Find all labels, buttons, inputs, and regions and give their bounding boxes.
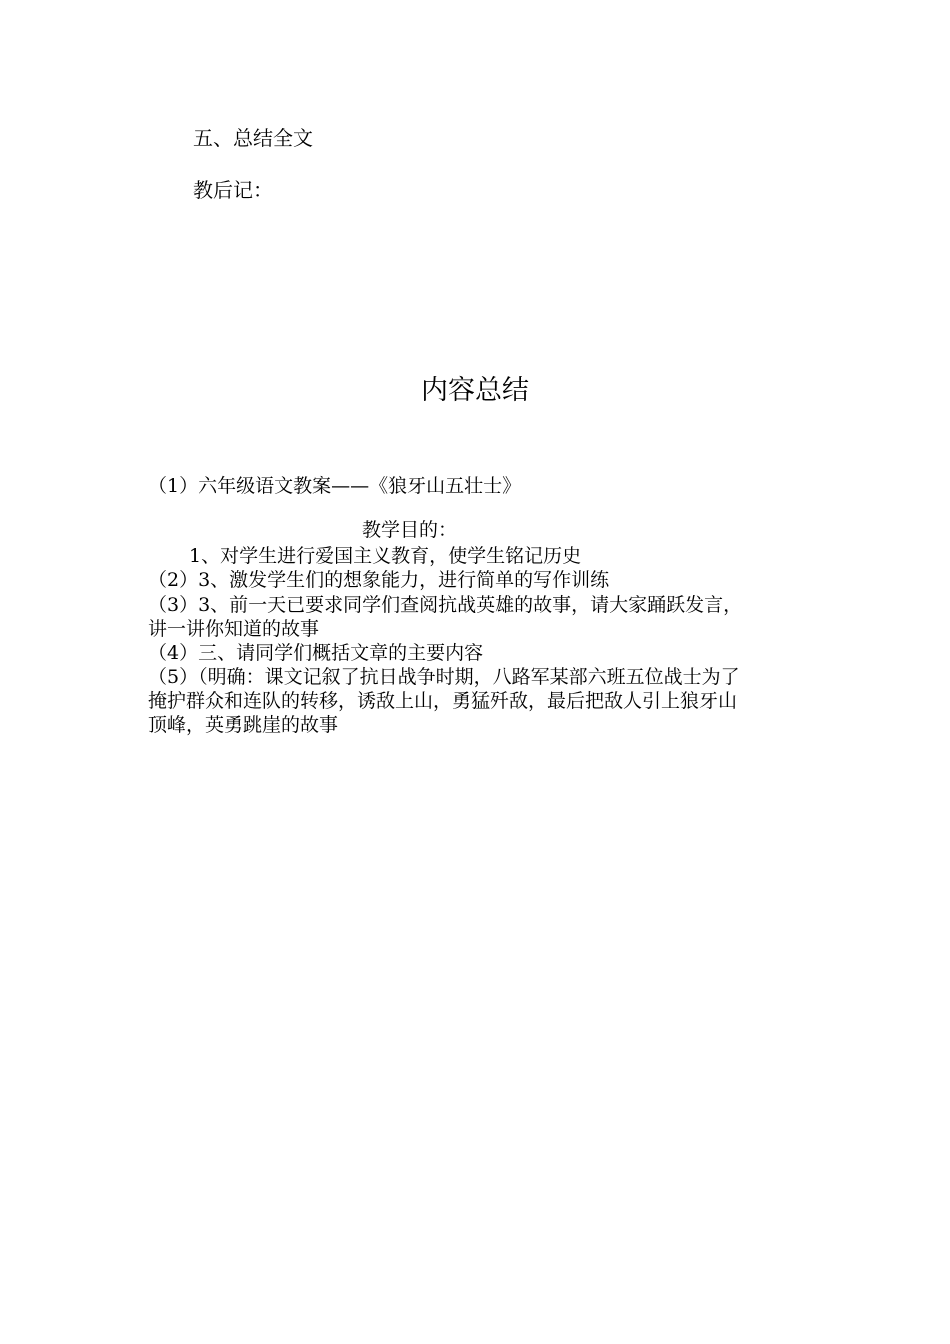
- summary-line-8: （5）（明确：课文记叙了抗日战争时期，八路军某部六班五位战士为了: [148, 666, 740, 688]
- summary-line-2: 教学目的：: [362, 519, 458, 541]
- summary-line-3: 1、对学生进行爱国主义教育，使学生铭记历史: [189, 545, 582, 567]
- page-title: 内容总结: [421, 375, 529, 406]
- afterword-label: 教后记：: [193, 178, 273, 202]
- section-heading-summary: 五、总结全文: [193, 126, 313, 150]
- summary-line-9: 掩护群众和连队的转移，诱敌上山，勇猛歼敌，最后把敌人引上狼牙山: [148, 690, 738, 712]
- summary-line-10: 顶峰，英勇跳崖的故事: [148, 714, 339, 736]
- summary-line-1: （1）六年级语文教案——《狼牙山五壮士》: [148, 475, 522, 497]
- summary-line-5: （3）3、前一天已要求同学们查阅抗战英雄的故事，请大家踊跃发言，: [148, 594, 743, 616]
- summary-line-7: （4）三、请同学们概括文章的主要内容: [148, 642, 484, 664]
- summary-line-6: 讲一讲你知道的故事: [148, 618, 320, 640]
- summary-line-4: （2）3、激发学生们的想象能力，进行简单的写作训练: [148, 569, 610, 591]
